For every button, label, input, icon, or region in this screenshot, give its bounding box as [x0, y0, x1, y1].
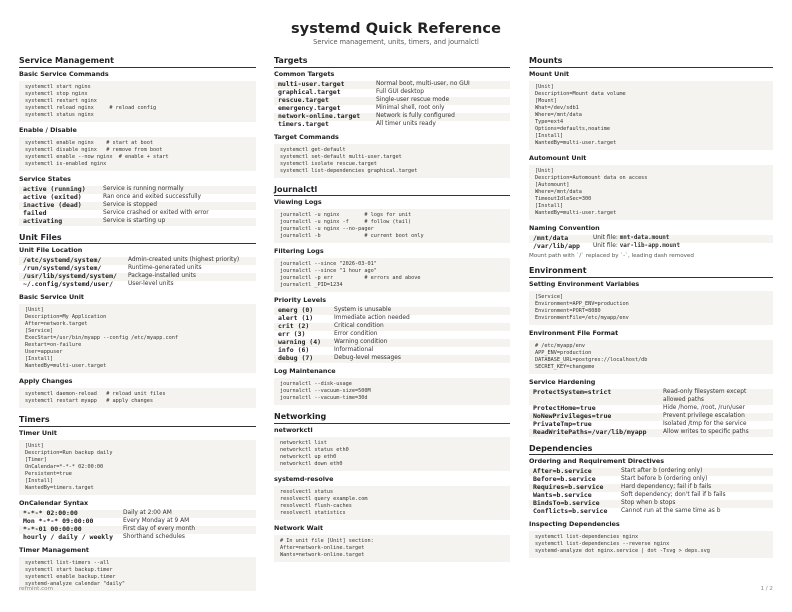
row-description: Network is fully configured — [372, 113, 510, 121]
row-description: Service is running normally — [99, 186, 256, 194]
subheading-oncalendar-syntax: OnCalendar Syntax — [19, 498, 89, 507]
subheading-service-hardening: Service Hardening — [529, 377, 596, 386]
row-key: err (3) — [278, 330, 306, 338]
section-heading-mounts: Mounts — [529, 56, 773, 68]
code-block-target-commands: systemctl get-default systemctl set-default multi-user.target systemctl isolate rescue.target systemctl list-dependencies graphical.target — [274, 144, 510, 178]
code-block-timer-unit: [Unit] Description=Run backup daily [Timer] OnCalendar=*-*-* 02:00:00 Persistent=true [Install] WantedBy=timers.target — [19, 440, 256, 495]
row-key: ~/.config/systemd/user/ — [23, 280, 114, 288]
row-description: Package-installed units — [124, 273, 256, 281]
row-description: Start after b (ordering only) — [617, 468, 773, 476]
table-common-targets — [274, 81, 510, 129]
row-description: Error condition — [334, 331, 378, 337]
table-dependency-directives — [529, 468, 773, 516]
code-block-inspecting-dependencies: systemctl list-dependencies nginx systemctl list-dependencies --reverse nginx systemd-analyze dot nginx.service | dot -Tsvg > deps.svg — [529, 531, 773, 558]
mount-path: /mnt/data — [529, 235, 589, 243]
code-block-systemd-resolve: resolvectl status resolvectl query example.com resolvectl flush-caches resolvectl statistics — [274, 486, 510, 520]
table-oncalendar-syntax — [19, 510, 256, 542]
table-row — [19, 202, 256, 210]
row-description: Critical condition — [330, 323, 510, 331]
row-key: emerg (0) — [274, 307, 330, 315]
row-key: graphical.target — [278, 87, 341, 96]
table-row — [19, 281, 256, 289]
table-service-hardening — [529, 389, 773, 437]
code-block-mount-unit: [Unit] Description=Mount data volume [Mount] What=/dev/sdb1 Where=/mnt/data Type=ext4 Options=defaults,noatime [Install] WantedBy=multi-user.target — [529, 81, 773, 150]
subheading-ordering-directives: Ordering and Requirement Directives — [529, 457, 665, 466]
row-description: Immediate action needed — [334, 315, 410, 321]
row-key: emergency.target — [278, 103, 341, 112]
section-heading-service-management: Service Management — [19, 56, 256, 68]
subheading-timer-unit: Timer Unit — [19, 428, 57, 437]
code-block-automount-unit: [Unit] Description=Automount data on access [Automount] Where=/mnt/data TimeoutIdleSec=300 [Install] WantedBy=multi-user.target — [529, 165, 773, 220]
column-right — [529, 56, 773, 562]
row-key: activating — [19, 218, 99, 226]
subheading-viewing-logs: Viewing Logs — [274, 198, 322, 206]
row-key: BindsTo=b.service — [529, 500, 617, 508]
row-key: warning (4) — [274, 339, 330, 347]
page-title: systemd Quick Reference — [290, 21, 502, 37]
table-unit-file-locations — [19, 257, 256, 289]
row-key: timers.target — [278, 119, 329, 128]
row-key: alert (1) — [278, 314, 314, 322]
row-description: Hard dependency; fail if b fails — [617, 484, 773, 492]
subheading-enable-disable: Enable / Disable — [19, 125, 77, 134]
table-row — [529, 429, 773, 437]
row-key: multi-user.target — [274, 81, 372, 89]
unit-file-label: Unit file: — [593, 242, 620, 249]
subheading-log-maintenance: Log Maintenance — [274, 367, 336, 375]
code-block-apply-changes: systemctl daemon-reload # reload unit files systemctl restart myapp # apply changes — [19, 388, 256, 408]
table-row — [19, 534, 256, 542]
footer-site: refmint.com — [19, 586, 54, 592]
row-key: failed — [23, 208, 47, 217]
naming-note: Mount path with `/` replaced by `-`, leading dash removed — [529, 252, 694, 259]
row-description: Service crashed or exited with error — [103, 209, 209, 216]
row-description: Warning condition — [330, 339, 510, 347]
subheading-naming-convention: Naming Convention — [529, 223, 600, 232]
column-left — [19, 56, 256, 595]
subheading-common-targets: Common Targets — [274, 69, 335, 78]
row-description: Allow writes to specific paths — [659, 429, 773, 437]
unit-file-name — [589, 235, 773, 243]
row-description: All timer units ready — [376, 120, 436, 127]
unit-file-value: var-lib-app.mount — [619, 242, 680, 249]
code-block-setting-environment: [Service] Environment=APP_ENV=production Environment=PORT=8080 EnvironmentFile=/etc/myapp/env — [529, 291, 773, 325]
row-description: Ran once and exited successfully — [103, 193, 202, 200]
row-key: PrivateTmp=true — [533, 419, 592, 428]
row-description: Full GUI desktop — [376, 88, 424, 95]
section-heading-environment: Environment — [529, 266, 773, 278]
row-key: Mon *-*-* 09:00:00 — [23, 516, 94, 525]
code-block-basic-service-unit: [Unit] Description=My Application After=network.target [Service] ExecStart=/usr/bin/myapp --config /etc/myapp.conf Restart=on-failure User=appuser [Install] WantedBy=multi-user.target — [19, 304, 256, 373]
table-row — [529, 243, 773, 251]
row-key: crit (2) — [274, 323, 330, 331]
footer-page-number: 1 / 2 — [760, 586, 773, 592]
row-key: network-online.target — [274, 113, 372, 121]
row-key: *-*-* 02:00:00 — [19, 510, 119, 518]
subheading-mount-unit: Mount Unit — [529, 69, 570, 78]
table-row — [19, 218, 256, 226]
column-middle — [274, 56, 510, 566]
subheading-environment-file-format: Environment File Format — [529, 328, 619, 337]
subheading-target-commands: Target Commands — [274, 132, 339, 141]
page-subtitle: Service management, units, timers, and journalctl — [313, 38, 479, 46]
row-description: Debug-level messages — [330, 355, 510, 363]
row-key: NoNewPrivileges=true — [529, 413, 659, 421]
code-block-viewing-logs: journalctl -u nginx # logs for unit journalctl -u nginx -f # follow (tail) journalctl -u nginx --no-pager journalctl -b # current boot only — [274, 209, 510, 243]
row-description: Cannot run at the same time as b — [621, 508, 721, 515]
section-heading-journalctl: Journalctl — [274, 185, 510, 197]
row-description: Runtime-generated units — [128, 265, 202, 271]
code-block-networkctl: networkctl list networkctl status eth0 networkctl up eth0 networkctl down eth0 — [274, 437, 510, 471]
row-description: Soft dependency; don't fail if b fails — [621, 492, 726, 499]
table-row — [274, 339, 510, 347]
row-key: /etc/systemd/system/ — [19, 257, 124, 265]
row-description: Admin-created units (highest priority) — [124, 257, 256, 265]
code-block-enable-disable: systemctl enable nginx # start at boot systemctl disable nginx # remove from boot systemctl enable --now nginx # enable + start systemctl is-enabled nginx — [19, 137, 256, 171]
subheading-inspecting-dependencies: Inspecting Dependencies — [529, 520, 620, 529]
row-description: System is unusable — [330, 307, 510, 315]
row-key: *-*-01 00:00:00 — [19, 526, 119, 534]
row-description: Service is stopped — [99, 202, 256, 210]
table-priority-levels — [274, 307, 510, 363]
table-row — [274, 121, 510, 129]
row-key: /run/systemd/system/ — [23, 264, 102, 272]
row-description: Hide /home, /root, /run/user — [663, 404, 745, 411]
row-key: inactive (dead) — [19, 202, 99, 210]
table-row — [529, 389, 773, 405]
row-description: Prevent privilege escalation — [659, 413, 773, 421]
code-block-timer-management: systemctl list-timers --all systemctl start backup.timer systemctl enable backup.timer systemd-analyze calendar "daily" — [19, 557, 256, 591]
row-description: Normal boot, multi-user, no GUI — [372, 81, 510, 89]
row-key: hourly / daily / weekly — [23, 532, 114, 541]
row-description: Every Monday at 9 AM — [123, 517, 190, 524]
subheading-priority-levels: Priority Levels — [274, 296, 327, 304]
subheading-basic-service-unit: Basic Service Unit — [19, 293, 84, 301]
table-naming-convention — [529, 235, 773, 251]
section-heading-unit-files: Unit Files — [19, 233, 256, 245]
code-block-filtering-logs: journalctl --since "2026-03-01" journalctl --since "1 hour ago" journalctl -p err # errors and above journalctl _PID=1234 — [274, 258, 510, 292]
row-description: Daily at 2:00 AM — [119, 510, 256, 518]
subheading-setting-environment-variables: Setting Environment Variables — [529, 279, 640, 288]
row-key: Requires=b.service — [529, 484, 617, 492]
subheading-networkctl: networkctl — [274, 425, 313, 434]
row-description: Start before b (ordering only) — [621, 476, 708, 483]
row-key: active (running) — [19, 186, 99, 194]
unit-file-name — [589, 243, 773, 251]
row-key: debug (7) — [274, 355, 330, 363]
row-description: Shorthand schedules — [123, 533, 185, 540]
row-description: User-level units — [128, 281, 174, 287]
subheading-basic-service-commands: Basic Service Commands — [19, 69, 109, 78]
row-description: Single-user rescue mode — [372, 97, 510, 105]
row-description: Isolated /tmp for the service — [663, 420, 747, 427]
subheading-network-wait: Network Wait — [274, 523, 324, 532]
section-heading-targets: Targets — [274, 56, 510, 68]
row-key: info (6) — [278, 346, 310, 354]
section-heading-networking: Networking — [274, 412, 510, 424]
subheading-automount-unit: Automount Unit — [529, 153, 587, 162]
section-heading-timers: Timers — [19, 415, 256, 427]
subheading-service-states: Service States — [19, 174, 71, 183]
row-description: Service is starting up — [99, 218, 256, 226]
row-description: First day of every month — [119, 526, 256, 534]
row-key: Before=b.service — [533, 475, 596, 484]
code-block-basic-commands: systemctl start nginx systemctl stop nginx systemctl restart nginx systemctl reload nginx # reload config systemctl status nginx — [19, 81, 256, 122]
table-row — [529, 508, 773, 516]
row-key: ReadWritePaths=/var/lib/myapp — [529, 429, 659, 437]
subheading-systemd-resolve: systemd-resolve — [274, 474, 334, 483]
row-description: Informational — [334, 347, 374, 353]
code-block-log-maintenance: journalctl --disk-usage journalctl --vacuum-size=500M journalctl --vacuum-time=30d — [274, 378, 510, 405]
table-service-states — [19, 186, 256, 226]
unit-file-label: Unit file: — [593, 234, 620, 241]
subheading-filtering-logs: Filtering Logs — [274, 247, 324, 255]
row-key: ProtectSystem=strict — [529, 389, 659, 405]
subheading-unit-file-location: Unit File Location — [19, 246, 83, 254]
table-row — [274, 355, 510, 363]
row-description: Stop when b stops — [617, 500, 773, 508]
row-key: /usr/lib/systemd/system/ — [19, 273, 124, 281]
mount-path: /var/lib/app — [533, 241, 580, 250]
row-description: Read-only filesystem except allowed paths — [659, 389, 773, 405]
code-block-network-wait: # In unit file [Unit] section: After=network-online.target Wants=network-online.target — [274, 535, 510, 562]
table-row — [274, 315, 510, 323]
code-block-environment-file-format: # /etc/myapp/env APP_ENV=production DATABASE_URL=postgres://localhost/db SECRET_KEY=changeme — [529, 340, 773, 374]
row-key: ProtectHome=true — [533, 403, 596, 412]
row-description: Minimal shell, root only — [376, 104, 445, 111]
row-key: active (exited) — [23, 192, 82, 201]
row-key: rescue.target — [274, 97, 372, 105]
row-key: Wants=b.service — [533, 491, 592, 500]
table-row — [274, 323, 510, 331]
row-key: After=b.service — [529, 468, 617, 476]
section-heading-dependencies: Dependencies — [529, 444, 773, 456]
unit-file-value: mnt-data.mount — [619, 234, 670, 241]
subheading-timer-management: Timer Management — [19, 545, 89, 554]
row-key: Conflicts=b.service — [533, 507, 608, 516]
subheading-apply-changes: Apply Changes — [19, 377, 73, 385]
